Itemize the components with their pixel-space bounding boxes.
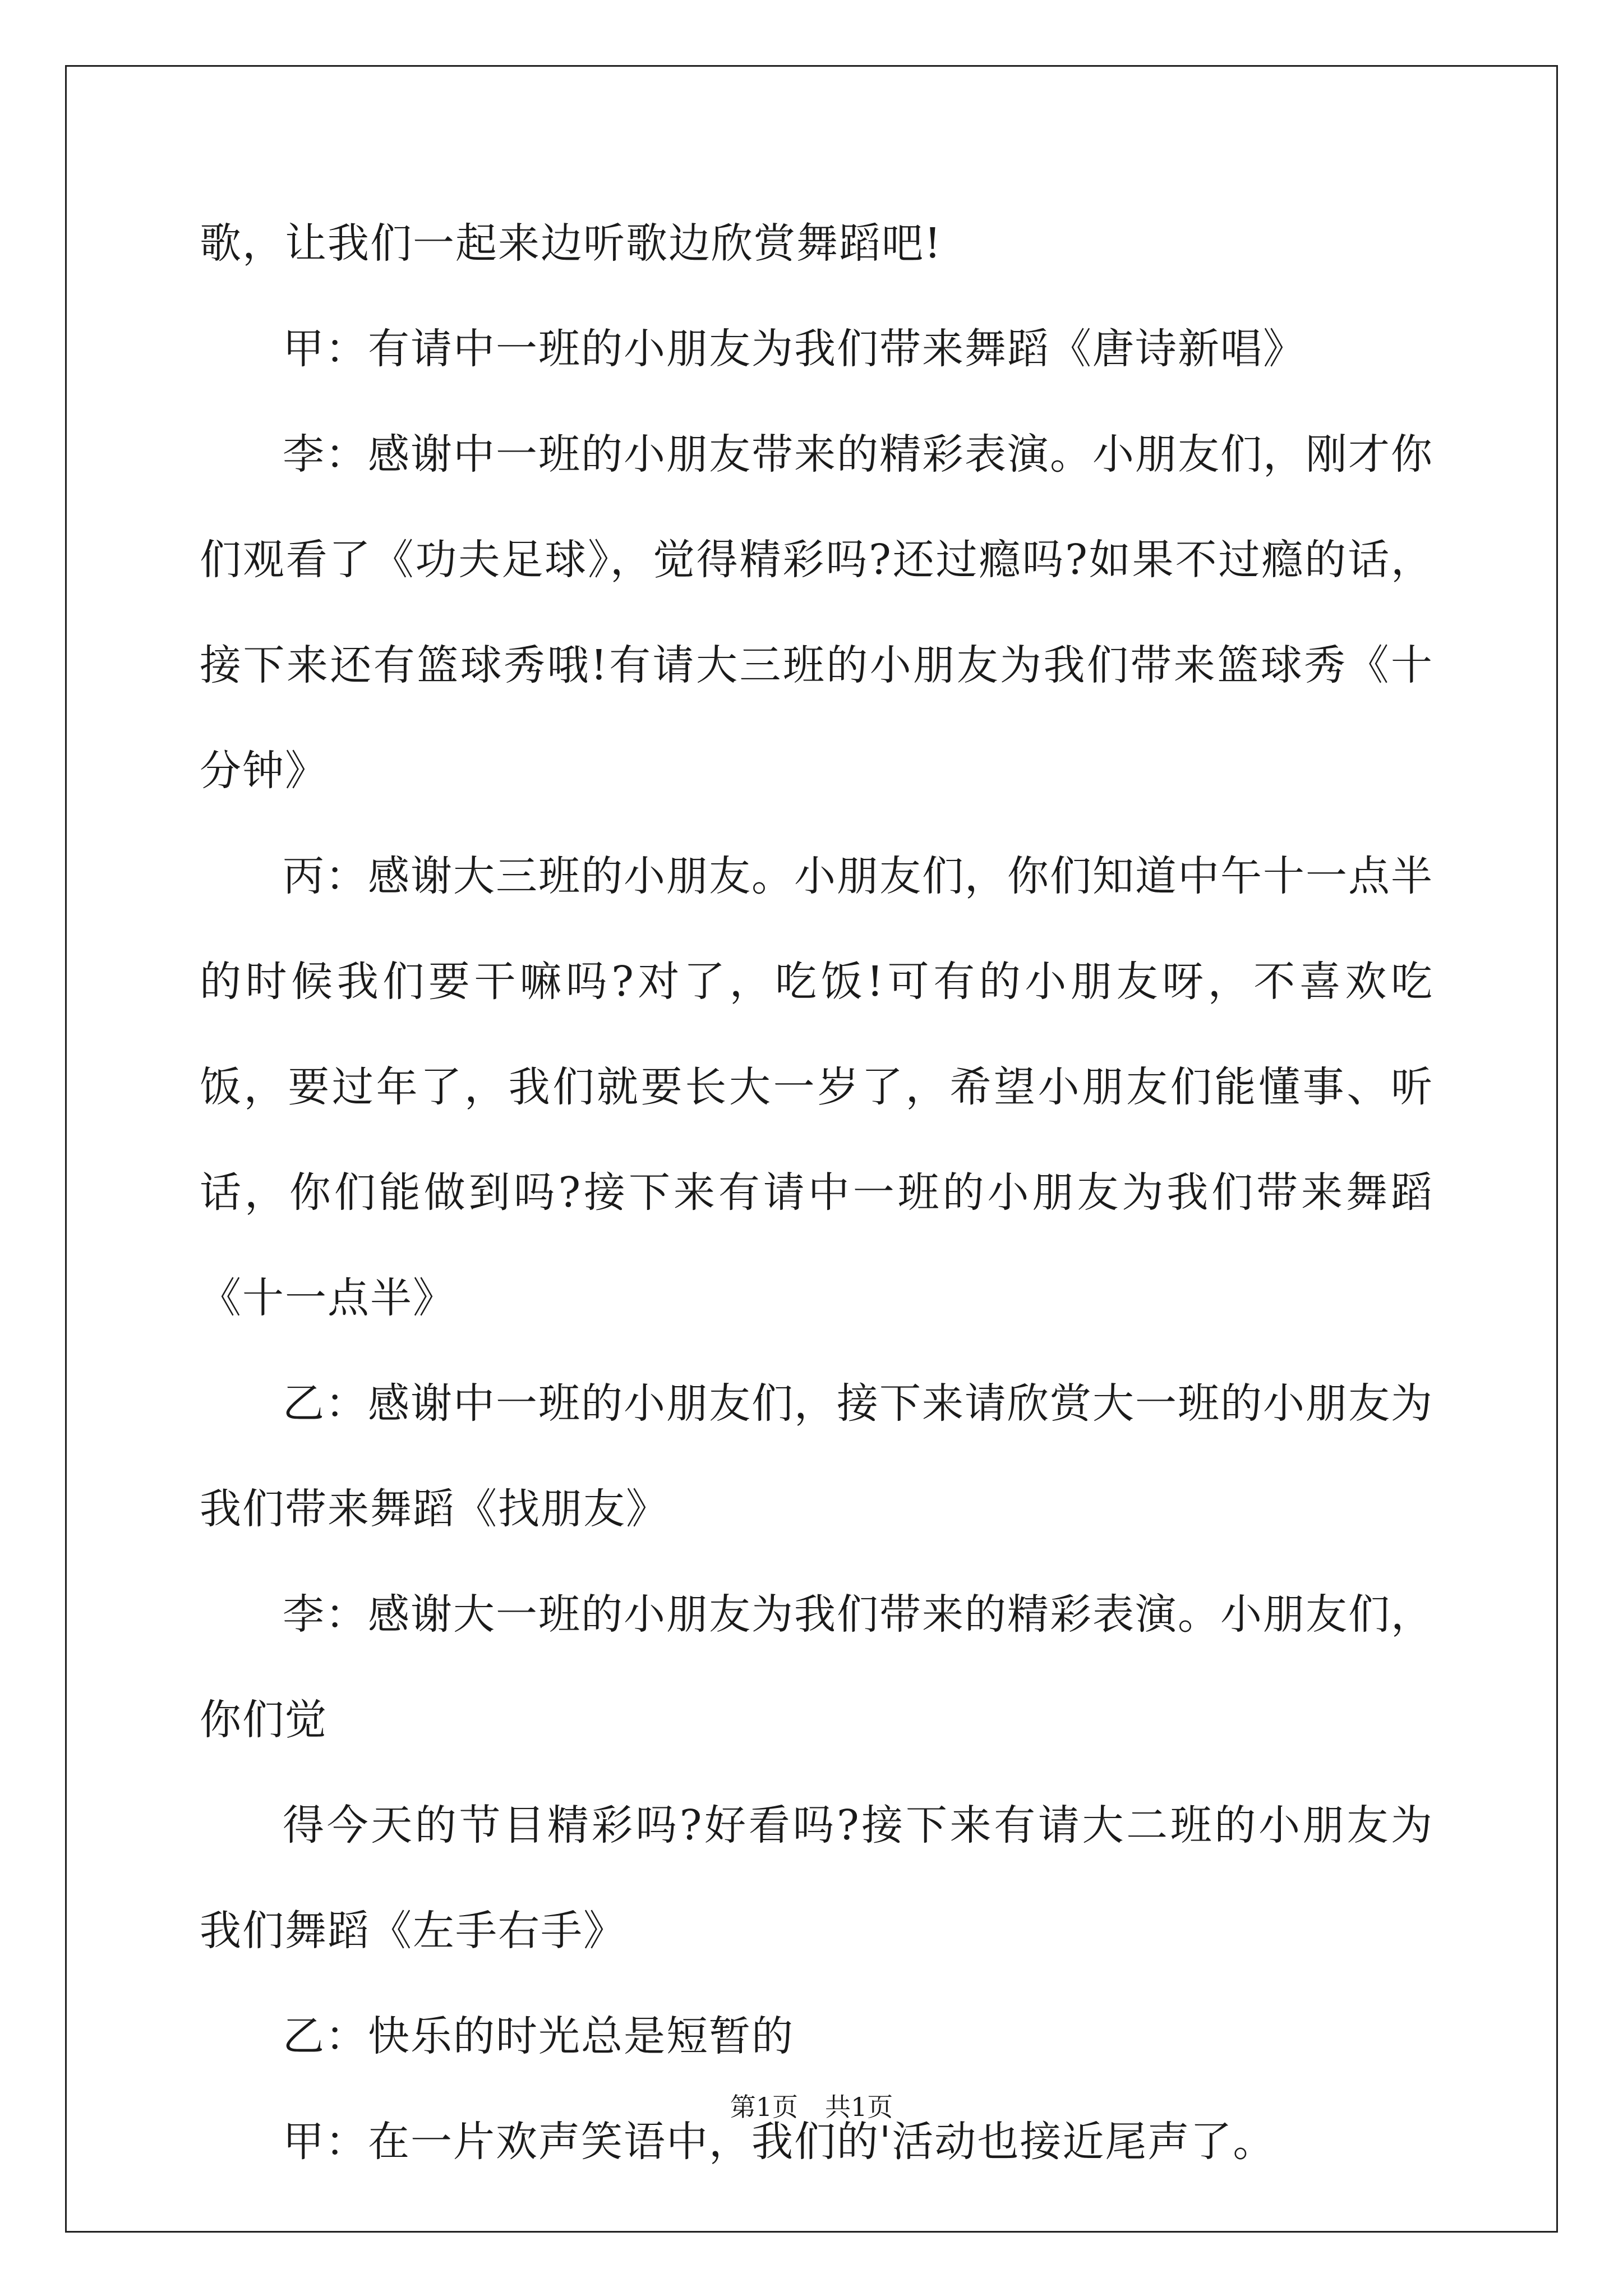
paragraph-6: 李：感谢大一班的小朋友为我们带来的精彩表演。小朋友们，你们觉 xyxy=(200,1590,1433,1744)
page-number: 第1页 xyxy=(730,2092,798,2122)
document-body xyxy=(200,191,1433,2194)
paragraph-2: 甲：有请中一班的小朋友为我们带来舞蹈《唐诗新唱》 xyxy=(283,325,1306,373)
paragraph-9: 甲：在一片欢声笑语中，我们的'活动也接近尾声了。 xyxy=(283,2118,1276,2166)
paragraph-7: 得今天的节目精彩吗?好看吗?接下来有请大二班的小朋友为我们舞蹈《左手右手》 xyxy=(200,1801,1433,1955)
paragraph-1: 歌，让我们一起来边听歌边欣赏舞蹈吧! xyxy=(200,219,942,268)
page-footer xyxy=(0,2087,1623,2124)
paragraph-5: 乙：感谢中一班的小朋友们，接下来请欣赏大一班的小朋友为我们带来舞蹈《找朋友》 xyxy=(200,1379,1433,1533)
paragraph-4: 丙：感谢大三班的小朋友。小朋友们，你们知道中午十一点半的时候我们要干嘛吗?对了，吃饭!可有的小朋友呀，不喜欢吃饭，要过年了，我们就要长大一岁了，希望小朋友们能懂事、听话，你们能做到吗?接下来有请中一班的小朋友为我们带来舞蹈《十一点半》 xyxy=(200,852,1433,1322)
paragraph-8: 乙：快乐的时光总是短暂的 xyxy=(283,2012,794,2060)
page-total: 共1页 xyxy=(825,2092,893,2122)
paragraph-3: 李：感谢中一班的小朋友带来的精彩表演。小朋友们，刚才你们观看了《功夫足球》，觉得精彩吗?还过瘾吗?如果不过瘾的话，接下来还有篮球秀哦!有请大三班的小朋友为我们带来篮球秀《十分钟》 xyxy=(200,430,1433,795)
